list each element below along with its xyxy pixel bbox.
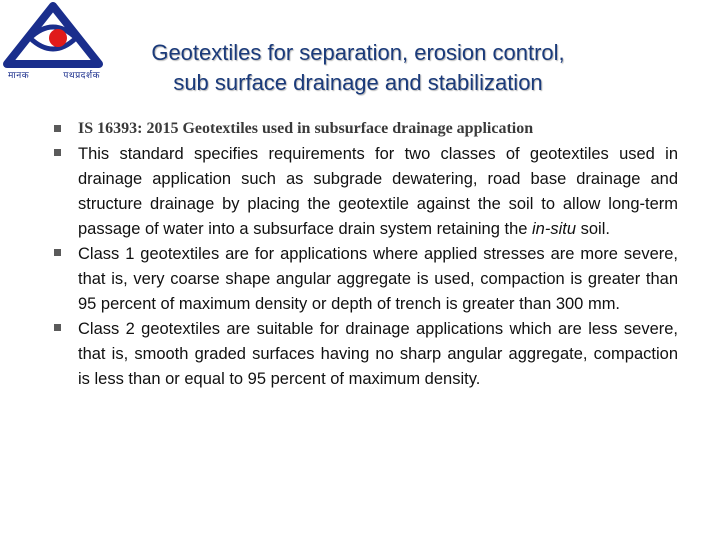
bullet-text: Class 2 geotextiles are suitable for drainage applications which are less severe, that is, smooth graded surfaces having no sharp angular aggregate, compaction is less than or equal to 95 percent of maximum density. bbox=[78, 320, 678, 388]
slide-title bbox=[108, 38, 608, 98]
bullet-item-class-2 bbox=[52, 317, 678, 392]
bullet-text-before: This standard specifies requirements for two classes of geotextiles used in drainage application such as subgrade dewatering, road base drainage and structure drainage by placing the geotextile against the soil to allow long-term passage of water into a subsurface drain system retaining the bbox=[78, 145, 678, 238]
bullet-item-standard-reference bbox=[52, 116, 678, 142]
bullet-square-icon bbox=[54, 249, 61, 256]
bis-logo bbox=[2, 2, 104, 84]
bullet-text: Class 1 geotextiles are for applications where applied stresses are more severe, that is, very coarse shape angular aggregate is used, compaction is greater than 95 percent of maximum density or depth of trench is greater than 300 mm. bbox=[78, 245, 678, 313]
bullet-text: IS 16393: 2015 Geotextiles used in subsurface drainage application bbox=[78, 120, 534, 137]
bullet-square-icon bbox=[54, 149, 61, 156]
bullet-item-scope bbox=[52, 142, 678, 242]
bullet-emphasis: in-situ bbox=[532, 220, 577, 238]
logo-caption bbox=[8, 68, 100, 81]
slide-title-line-2: sub surface drainage and stabilization bbox=[173, 70, 543, 95]
logo-caption-left: मानक bbox=[8, 71, 30, 81]
bis-emblem-icon bbox=[2, 2, 104, 70]
bullet-square-icon bbox=[54, 324, 61, 331]
bullet-item-class-1 bbox=[52, 242, 678, 317]
bullet-square-icon bbox=[54, 125, 61, 132]
slide-title-line-1: Geotextiles for separation, erosion control, bbox=[151, 40, 565, 65]
bullet-list bbox=[52, 116, 678, 392]
logo-caption-right: पथप्रदर्शक bbox=[63, 71, 100, 81]
bullet-text-after: soil. bbox=[576, 220, 610, 238]
